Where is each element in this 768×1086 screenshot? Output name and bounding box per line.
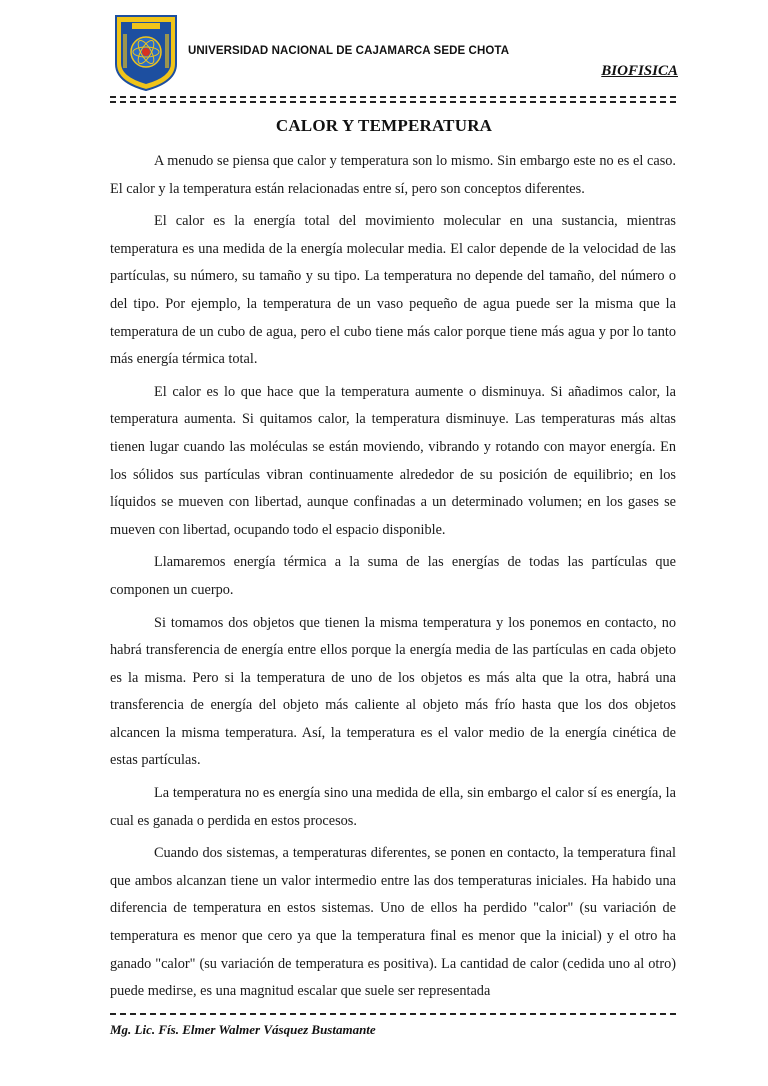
paragraph: El calor es la energía total del movimiento molecular en una sustancia, mientras temperatura es una medida de la energía molecular media. El calor depende de la velocidad de las partículas, su número, su tamaño y su tipo. La temperatura no depende del tamaño, del número o del tipo. Por ejemplo, la temperatura de un vaso pequeño de agua puede ser la misma que la temperatura de un cubo de agua, pero el cubo tiene más calor porque tiene más agua y por lo tanto más energía térmica total. (110, 213, 676, 368)
paragraph: La temperatura no es energía sino una medida de ella, sin embargo el calor sí es energía, la cual es ganada o perdida en estos procesos. (110, 785, 676, 829)
footer-divider (110, 1013, 676, 1015)
paragraph: Llamaremos energía térmica a la suma de las energías de todas las partículas que componen un cuerpo. (110, 554, 676, 598)
document-body (110, 148, 676, 1011)
university-seal-icon (114, 14, 178, 92)
paragraph: A menudo se piensa que calor y temperatura son lo mismo. Sin embargo este no es el caso. El calor y la temperatura están relacionadas entre sí, pero son conceptos diferentes. (110, 153, 676, 197)
university-name: UNIVERSIDAD NACIONAL DE CAJAMARCA SEDE CHOTA (188, 45, 510, 57)
paragraph: Si tomamos dos objetos que tienen la misma temperatura y los ponemos en contacto, no habrá transferencia de energía entre ellos porque la energía media de las partículas en cada objeto es la misma. Pero si la temperatura de uno de los objetos es más alta que la otra, habrá una transferencia de energía del objeto más caliente al objeto más frío hasta que los dos objetos alcancen la misma temperatura. Así, la temperatura es el valor medio de la energía cinética de estas partículas. (110, 614, 676, 769)
paragraph: El calor es lo que hace que la temperatura aumente o disminuya. Si añadimos calor, la temperatura aumenta. Si quitamos calor, la temperatura disminuye. Las temperaturas más altas tienen lugar cuando las moléculas se están moviendo, vibrando y rotando con mayor energía. En los sólidos sus partículas vibran continuamente alrededor de su posición de equilibrio; en los líquidos se mueven con libertad, aunque confinadas a un determinado volumen; en los gases se mueven con libertad, ocupando todo el espacio disponible. (110, 383, 676, 538)
course-name: BIOFISICA (601, 63, 678, 79)
footer-author: Mg. Lic. Fís. Elmer Walmer Vásquez Bustamante (110, 1022, 376, 1037)
paragraph: Cuando dos sistemas, a temperaturas diferentes, se ponen en contacto, la temperatura final que ambos alcanzan tiene un valor intermedio entre las dos temperaturas iniciales. Ha habido una diferencia de temperatura en estos sistemas. Uno de ellos ha perdido "calor" (su variación de temperatura es menor que cero ya que la temperatura final es menor que la inicial) y el otro ha ganado "calor" (su variación de temperatura es positiva). La cantidad de calor (cedida uno al otro) puede medirse, es una magnitud escalar que suele ser representada (110, 845, 676, 1000)
header-divider (110, 96, 676, 103)
document-title: CALOR Y TEMPERATURA (275, 116, 493, 135)
